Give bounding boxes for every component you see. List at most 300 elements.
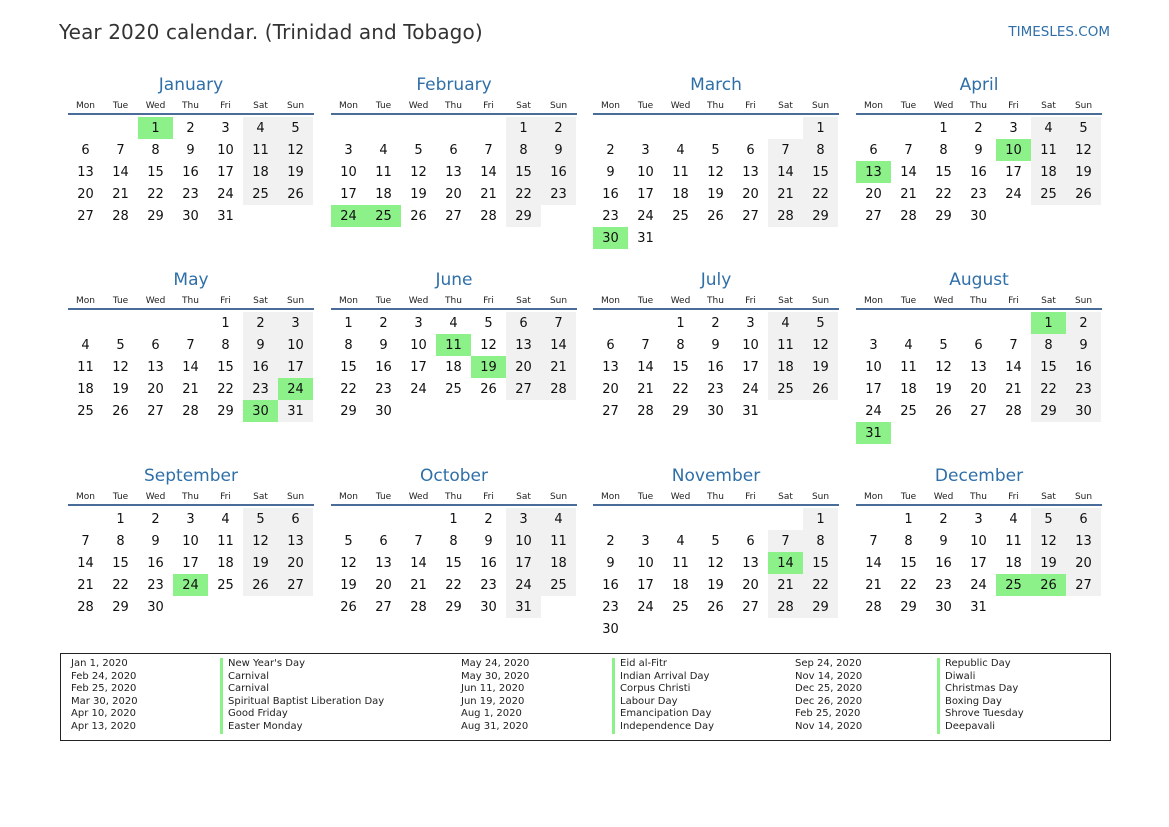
day-cell: 12	[707, 555, 724, 571]
day-cell: 15	[340, 359, 357, 375]
day-cell: 1	[449, 511, 458, 527]
day-cell: 23	[602, 599, 619, 615]
weekday-label: Thu	[707, 100, 724, 111]
day-cell: 18	[900, 381, 917, 397]
day-cell: 16	[243, 356, 278, 378]
weekday-header	[68, 489, 314, 506]
day-cell: 11	[541, 530, 576, 552]
day-cell: 17	[506, 552, 541, 574]
day-cell: 23	[541, 183, 576, 205]
day-cell: 26	[340, 599, 357, 615]
day-cell: 6	[974, 337, 983, 353]
legend-date: Dec 25, 2020	[795, 683, 863, 695]
day-cell: 13	[77, 164, 94, 180]
day-cell: 14	[480, 164, 497, 180]
day-cell: 12	[278, 139, 313, 161]
empty-cell	[891, 312, 926, 334]
day-cell: 6	[151, 337, 160, 353]
holiday-day-cell: 30	[243, 400, 278, 422]
weekday-label: Sat	[253, 100, 268, 111]
weekday-label: Fri	[1008, 295, 1019, 306]
day-cell: 22	[803, 574, 838, 596]
weekday-label: Wed	[933, 491, 954, 502]
month-name: February	[416, 75, 492, 95]
weekday-label: Fri	[745, 491, 756, 502]
empty-cell	[733, 508, 768, 530]
weekday-label: Sun	[1074, 100, 1093, 111]
day-cell: 10	[340, 164, 357, 180]
day-cell: 1	[221, 315, 230, 331]
weekday-label: Sun	[286, 100, 305, 111]
day-cell: 5	[939, 337, 948, 353]
day-cell: 5	[243, 508, 278, 530]
day-cell: 2	[939, 511, 948, 527]
day-cell: 3	[1009, 120, 1018, 136]
day-cell: 12	[707, 164, 724, 180]
day-cell: 4	[243, 117, 278, 139]
day-cell: 27	[375, 599, 392, 615]
day-cell: 19	[707, 577, 724, 593]
day-cell: 13	[278, 530, 313, 552]
day-cell: 19	[707, 186, 724, 202]
legend-date: Mar 30, 2020	[71, 695, 138, 707]
legend-dates-col-3	[795, 658, 862, 734]
weekday-label: Mon	[601, 295, 620, 306]
month-october	[331, 463, 577, 618]
weekday-label: Wed	[145, 491, 166, 502]
weekday-label: Thu	[445, 295, 462, 306]
day-cell: 20	[1066, 552, 1101, 574]
day-cell: 22	[1031, 378, 1066, 400]
day-cell: 17	[278, 356, 313, 378]
day-cell: 7	[484, 142, 493, 158]
weekday-label: Thu	[707, 295, 724, 306]
weekday-label: Sat	[778, 491, 793, 502]
month-november	[593, 463, 839, 640]
day-cell: 30	[375, 403, 392, 419]
legend-dates-col-1	[71, 658, 138, 734]
day-cell: 18	[77, 381, 94, 397]
day-cell: 21	[1005, 381, 1022, 397]
day-cell: 17	[182, 555, 199, 571]
day-cell: 4	[676, 142, 685, 158]
legend-date: Apr 13, 2020	[71, 720, 137, 732]
day-cell: 17	[970, 555, 987, 571]
empty-cell	[593, 312, 628, 334]
day-cell: 26	[112, 403, 129, 419]
day-cell: 8	[151, 142, 160, 158]
day-cell: 10	[970, 533, 987, 549]
day-cell: 5	[484, 315, 493, 331]
month-january	[68, 72, 314, 227]
legend-holiday-name: Spiritual Baptist Liberation Day	[220, 696, 384, 709]
day-cell: 28	[182, 403, 199, 419]
day-cell: 8	[1031, 334, 1066, 356]
day-cell: 7	[541, 312, 576, 334]
weekday-header	[68, 98, 314, 115]
empty-cell	[856, 508, 891, 530]
day-cell: 5	[711, 533, 720, 549]
day-grid	[68, 508, 314, 618]
legend-date: May 30, 2020	[461, 670, 530, 682]
day-cell: 6	[746, 142, 755, 158]
day-cell: 24	[1005, 186, 1022, 202]
day-cell: 4	[768, 312, 803, 334]
day-cell: 2	[379, 315, 388, 331]
day-cell: 3	[344, 142, 353, 158]
day-cell: 11	[768, 334, 803, 356]
weekday-label: Sun	[549, 100, 568, 111]
day-cell: 22	[340, 381, 357, 397]
legend-date: Sep 24, 2020	[795, 658, 862, 669]
day-cell: 20	[602, 381, 619, 397]
day-grid	[593, 312, 839, 422]
weekday-label: Sun	[286, 295, 305, 306]
day-cell: 7	[81, 533, 90, 549]
weekday-label: Sun	[811, 491, 830, 502]
day-cell: 5	[1066, 117, 1101, 139]
day-cell: 26	[1066, 183, 1101, 205]
day-cell: 19	[410, 186, 427, 202]
day-grid	[856, 312, 1102, 444]
day-cell: 25	[217, 577, 234, 593]
legend-holiday-name: Diwali	[937, 671, 1024, 684]
day-cell: 29	[803, 205, 838, 227]
day-cell: 26	[278, 183, 313, 205]
day-cell: 23	[243, 378, 278, 400]
day-cell: 7	[904, 142, 913, 158]
day-cell: 24	[865, 403, 882, 419]
day-cell: 27	[445, 208, 462, 224]
day-cell: 15	[506, 161, 541, 183]
weekday-label: Fri	[220, 100, 231, 111]
weekday-label: Thu	[707, 491, 724, 502]
day-cell: 1	[676, 315, 685, 331]
day-cell: 11	[77, 359, 94, 375]
day-cell: 21	[865, 577, 882, 593]
day-cell: 28	[77, 599, 94, 615]
empty-cell	[103, 117, 138, 139]
weekday-label: Tue	[375, 295, 392, 306]
day-cell: 14	[637, 359, 654, 375]
day-cell: 7	[116, 142, 125, 158]
day-cell: 9	[243, 334, 278, 356]
day-cell: 9	[186, 142, 195, 158]
day-cell: 24	[742, 381, 759, 397]
day-cell: 6	[1066, 508, 1101, 530]
day-cell: 31	[278, 400, 313, 422]
empty-cell	[471, 117, 506, 139]
day-cell: 3	[974, 511, 983, 527]
empty-cell	[366, 117, 401, 139]
day-cell: 21	[541, 356, 576, 378]
weekday-label: Tue	[900, 491, 917, 502]
day-cell: 23	[480, 577, 497, 593]
day-cell: 9	[606, 555, 615, 571]
day-cell: 22	[900, 577, 917, 593]
day-cell: 3	[278, 312, 313, 334]
day-cell: 26	[410, 208, 427, 224]
day-cell: 19	[278, 161, 313, 183]
day-cell: 4	[449, 315, 458, 331]
weekday-label: Wed	[408, 491, 429, 502]
day-cell: 28	[410, 599, 427, 615]
day-cell: 9	[1066, 334, 1101, 356]
day-cell: 10	[637, 555, 654, 571]
day-cell: 14	[182, 359, 199, 375]
weekday-label: Fri	[745, 100, 756, 111]
day-cell: 3	[221, 120, 230, 136]
day-cell: 19	[935, 381, 952, 397]
empty-cell	[331, 508, 366, 530]
day-cell: 16	[970, 164, 987, 180]
day-cell: 4	[379, 142, 388, 158]
weekday-label: Mon	[864, 100, 883, 111]
day-cell: 20	[865, 186, 882, 202]
day-cell: 10	[182, 533, 199, 549]
day-cell: 5	[414, 142, 423, 158]
day-cell: 15	[672, 359, 689, 375]
month-name: November	[671, 466, 761, 486]
month-june	[331, 267, 577, 422]
day-cell: 4	[81, 337, 90, 353]
holiday-day-cell: 13	[856, 161, 891, 183]
empty-cell	[68, 117, 103, 139]
day-cell: 21	[77, 577, 94, 593]
day-cell: 21	[112, 186, 129, 202]
day-cell: 27	[77, 208, 94, 224]
holiday-day-cell: 11	[436, 334, 471, 356]
day-cell: 6	[379, 533, 388, 549]
holiday-day-cell: 25	[366, 205, 401, 227]
day-cell: 11	[1031, 139, 1066, 161]
month-august	[856, 267, 1102, 444]
day-cell: 11	[1005, 533, 1022, 549]
weekday-label: Mon	[76, 100, 95, 111]
day-cell: 1	[803, 117, 838, 139]
weekday-label: Tue	[637, 100, 654, 111]
day-cell: 13	[742, 555, 759, 571]
weekday-header	[331, 489, 577, 506]
weekday-label: Thu	[445, 491, 462, 502]
empty-cell	[961, 312, 996, 334]
day-cell: 18	[672, 577, 689, 593]
empty-cell	[401, 117, 436, 139]
day-cell: 11	[900, 359, 917, 375]
empty-cell	[733, 117, 768, 139]
day-cell: 28	[541, 378, 576, 400]
day-cell: 2	[974, 120, 983, 136]
weekday-label: Sat	[516, 100, 531, 111]
day-cell: 13	[375, 555, 392, 571]
day-cell: 31	[217, 208, 234, 224]
day-cell: 30	[602, 621, 619, 637]
holiday-day-cell: 26	[1031, 574, 1066, 596]
day-cell: 18	[243, 161, 278, 183]
day-cell: 26	[707, 599, 724, 615]
legend-date: Jun 11, 2020	[461, 683, 525, 695]
day-cell: 30	[1066, 400, 1101, 422]
weekday-label: Tue	[375, 491, 392, 502]
day-cell: 3	[414, 315, 423, 331]
weekday-header	[331, 293, 577, 310]
day-cell: 9	[484, 533, 493, 549]
day-cell: 9	[711, 337, 720, 353]
empty-cell	[663, 117, 698, 139]
empty-cell	[436, 117, 471, 139]
day-cell: 27	[742, 208, 759, 224]
day-cell: 18	[1005, 555, 1022, 571]
day-cell: 14	[865, 555, 882, 571]
day-cell: 20	[742, 186, 759, 202]
day-cell: 29	[506, 205, 541, 227]
day-cell: 12	[935, 359, 952, 375]
legend-holiday-name: Labour Day	[612, 696, 714, 709]
empty-cell	[138, 312, 173, 334]
day-cell: 10	[742, 337, 759, 353]
weekday-label: Tue	[900, 100, 917, 111]
day-cell: 16	[707, 359, 724, 375]
day-cell: 25	[900, 403, 917, 419]
weekday-label: Thu	[182, 491, 199, 502]
day-cell: 26	[243, 574, 278, 596]
day-cell: 1	[344, 315, 353, 331]
day-cell: 3	[186, 511, 195, 527]
legend-date: Dec 26, 2020	[795, 695, 863, 707]
day-cell: 15	[217, 359, 234, 375]
month-name: October	[419, 466, 489, 486]
day-cell: 17	[865, 381, 882, 397]
day-cell: 24	[410, 381, 427, 397]
legend-date: Jun 19, 2020	[461, 695, 525, 707]
day-cell: 2	[606, 533, 615, 549]
day-cell: 2	[186, 120, 195, 136]
day-cell: 28	[865, 599, 882, 615]
day-cell: 29	[1031, 400, 1066, 422]
legend-holiday-name: Eid al-Fitr	[612, 658, 714, 671]
weekday-label: Wed	[670, 100, 691, 111]
day-cell: 21	[410, 577, 427, 593]
empty-cell	[173, 312, 208, 334]
day-cell: 13	[1066, 530, 1101, 552]
day-cell: 29	[672, 403, 689, 419]
legend-holiday-name: Republic Day	[937, 658, 1024, 671]
legend-holiday-name: New Year's Day	[220, 658, 384, 671]
weekday-label: Sun	[549, 491, 568, 502]
day-cell: 29	[803, 596, 838, 618]
day-cell: 2	[711, 315, 720, 331]
day-cell: 13	[147, 359, 164, 375]
weekday-label: Mon	[601, 491, 620, 502]
day-grid	[68, 312, 314, 422]
day-cell: 4	[1031, 117, 1066, 139]
legend-date: Nov 14, 2020	[795, 720, 863, 732]
day-cell: 14	[77, 555, 94, 571]
day-cell: 22	[217, 381, 234, 397]
day-cell: 22	[672, 381, 689, 397]
weekday-label: Mon	[76, 295, 95, 306]
day-cell: 21	[768, 574, 803, 596]
day-cell: 6	[449, 142, 458, 158]
day-grid	[856, 117, 1102, 227]
holiday-day-cell: 24	[173, 574, 208, 596]
weekday-label: Fri	[745, 295, 756, 306]
day-cell: 6	[746, 533, 755, 549]
day-cell: 4	[1009, 511, 1018, 527]
day-cell: 9	[939, 533, 948, 549]
brand-link[interactable]: TIMESLES.COM	[1008, 24, 1110, 40]
weekday-label: Wed	[145, 100, 166, 111]
day-cell: 27	[147, 403, 164, 419]
day-cell: 12	[340, 555, 357, 571]
month-name: January	[158, 75, 224, 95]
day-grid	[331, 508, 577, 618]
legend-holiday-name: Indian Arrival Day	[612, 671, 714, 684]
day-cell: 15	[147, 164, 164, 180]
day-cell: 8	[506, 139, 541, 161]
weekday-label: Mon	[864, 491, 883, 502]
day-cell: 1	[116, 511, 125, 527]
day-cell: 22	[445, 577, 462, 593]
day-cell: 29	[900, 599, 917, 615]
legend-date: Apr 10, 2020	[71, 708, 137, 720]
month-name: July	[700, 270, 732, 290]
day-cell: 9	[151, 533, 160, 549]
day-cell: 7	[768, 139, 803, 161]
day-cell: 20	[375, 577, 392, 593]
month-name: April	[959, 75, 999, 95]
day-cell: 21	[768, 183, 803, 205]
day-cell: 15	[803, 552, 838, 574]
weekday-label: Mon	[601, 100, 620, 111]
day-cell: 24	[970, 577, 987, 593]
day-cell: 28	[768, 596, 803, 618]
day-cell: 18	[1031, 161, 1066, 183]
day-cell: 31	[637, 230, 654, 246]
weekday-label: Mon	[339, 295, 358, 306]
day-cell: 26	[707, 208, 724, 224]
day-cell: 18	[541, 552, 576, 574]
empty-cell	[593, 117, 628, 139]
weekday-header	[593, 489, 839, 506]
day-grid	[68, 117, 314, 227]
legend-holiday-name: Independence Day	[612, 721, 714, 734]
legend-date: Feb 25, 2020	[795, 708, 861, 720]
day-cell: 18	[672, 186, 689, 202]
day-cell: 25	[768, 378, 803, 400]
weekday-label: Thu	[970, 100, 987, 111]
weekday-label: Mon	[864, 295, 883, 306]
day-cell: 14	[112, 164, 129, 180]
weekday-label: Fri	[220, 491, 231, 502]
day-cell: 25	[1031, 183, 1066, 205]
day-cell: 28	[480, 208, 497, 224]
day-cell: 3	[641, 533, 650, 549]
day-cell: 23	[182, 186, 199, 202]
day-cell: 8	[803, 530, 838, 552]
weekday-header	[856, 293, 1102, 310]
day-cell: 22	[803, 183, 838, 205]
day-cell: 11	[217, 533, 234, 549]
page-title: Year 2020 calendar. (Trinidad and Tobago)	[59, 20, 483, 44]
day-cell: 2	[541, 117, 576, 139]
day-cell: 12	[112, 359, 129, 375]
weekday-label: Sat	[1041, 295, 1056, 306]
day-cell: 6	[278, 508, 313, 530]
day-cell: 4	[904, 337, 913, 353]
day-cell: 25	[672, 599, 689, 615]
weekday-label: Sat	[253, 491, 268, 502]
